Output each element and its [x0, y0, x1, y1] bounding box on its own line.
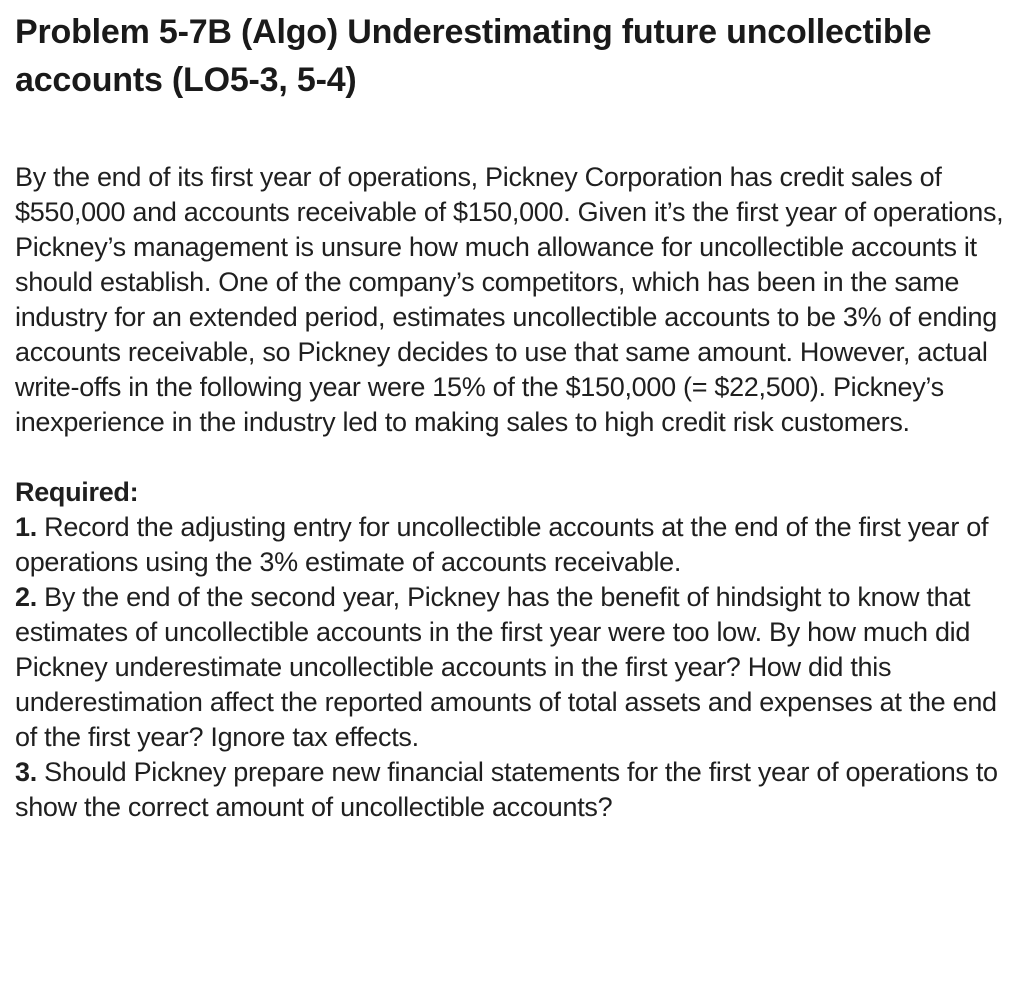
problem-page: [15, 8, 1015, 825]
required-item-1: [15, 510, 1015, 580]
required-section: [15, 475, 1015, 825]
required-label: Required:: [15, 477, 139, 507]
required-item-number: 3.: [15, 757, 37, 787]
required-item-2: [15, 580, 1015, 755]
required-item-number: 2.: [15, 582, 37, 612]
required-item-text: Record the adjusting entry for uncollectible accounts at the end of the first year of operations using the 3% estimate of accounts receivable.: [15, 512, 989, 577]
problem-intro: By the end of its first year of operations, Pickney Corporation has credit sales of $550,000 and accounts receivable of $150,000. Given it’s the first year of operations, Pickney’s management is unsure how much allowance for uncollectible accounts it should establish. One of the company’s competitors, which has been in the same industry for an extended period, estimates uncollectible accounts to be 3% of ending accounts receivable, so Pickney decides to use that same amount. However, actual write-offs in the following year were 15% of the $150,000 (= $22,500). Pickney’s inexperience in the industry led to making sales to high credit risk customers.: [15, 162, 1004, 437]
required-item-number: 1.: [15, 512, 37, 542]
required-item-text: By the end of the second year, Pickney has the benefit of hindsight to know that estimates of uncollectible accounts in the first year were too low. By how much did Pickney underestimate uncollectible accounts in the first year? How did this underestimation affect the reported amounts of total assets and expenses at the end of the first year? Ignore tax effects.: [15, 582, 997, 752]
required-item-text: Should Pickney prepare new financial statements for the first year of operations to show the correct amount of uncollectible accounts?: [15, 757, 998, 822]
problem-title: Problem 5-7B (Algo) Underestimating future uncollectible accounts (LO5-3, 5-4): [15, 13, 932, 99]
required-item-3: [15, 755, 1015, 825]
